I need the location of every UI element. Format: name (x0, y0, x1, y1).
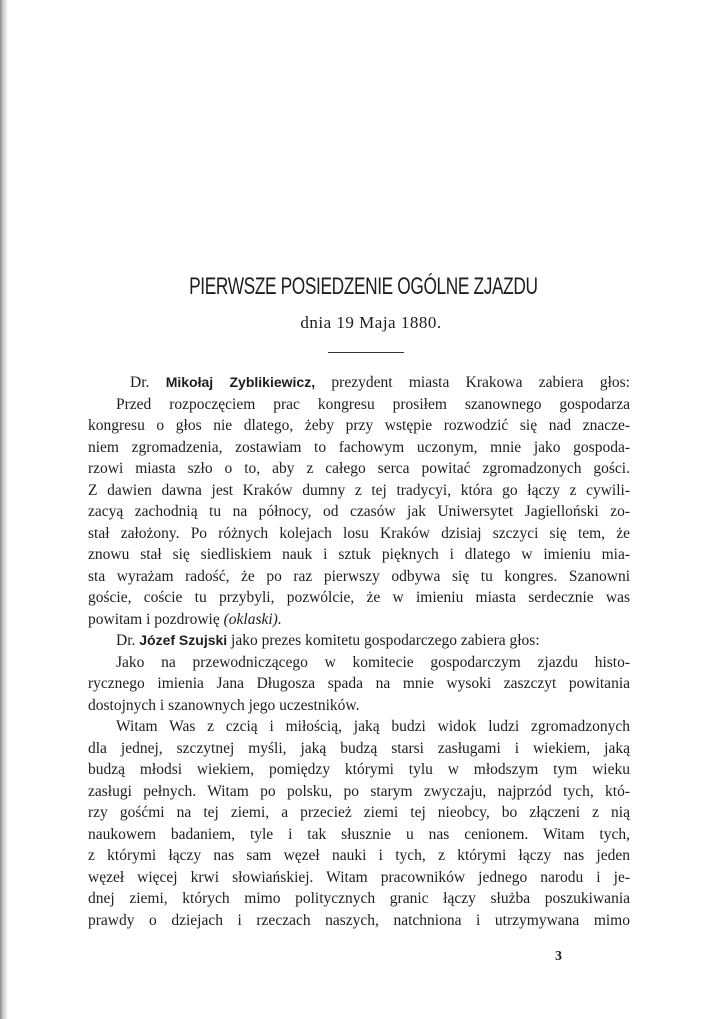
speaker-intro-text: jako prezes komitetu gospodarczego zabiera głos: (231, 632, 540, 649)
paragraph-line: kongresu o głos nie dlatego, żeby przy wstępie rozwodzić się nad znacze- (88, 417, 630, 434)
paragraph-line: Jako na przewodniczącego w komitecie gospodarczym zjazdu histo- (116, 653, 630, 671)
paragraph-line: budzą młodsi wiekiem, pomiędzy którymi tylu w młodszym tym wieku (88, 761, 630, 778)
section-title: PIERWSZE POSIEDZENIE OGÓLNE ZJAZDU (189, 273, 538, 300)
paragraph-line: Witam Was z czcią i miłością, jaką budzi widok ludzi zgromadzonych (116, 718, 630, 735)
speaker-intro-line (88, 372, 630, 394)
binding-edge (0, 0, 8, 1019)
speaker-name: Mikołaj Zyblikiewicz, (165, 374, 316, 390)
paragraph-last-text: powitam i pozdrowię (88, 610, 220, 628)
paragraph-line: naukowem badaniem, tyle i tak słusznie u nas cenionem. Witam tych, (88, 825, 630, 843)
paragraph-line (88, 609, 630, 631)
speaker-prefix: Dr. (130, 374, 150, 391)
paragraph-line: Z dawien dawna jest Kraków dumny z tej tradycyi, która go łączy z cywili- (88, 481, 630, 499)
paragraph-line: stał założony. Po różnych kolejach losu Kraków dzisiaj szczyci się tem, że (88, 524, 630, 542)
paragraph-line: goście, coście tu przybyli, pozwólcie, że w imieniu miasta serdecznie was (88, 589, 630, 606)
paragraph-line: Przed rozpoczęciem prac kongresu prosiłem szanownego gospodarza (116, 395, 630, 413)
paragraph-line: z którymi łączy nas sam węzeł nauki i tych, z którymi łączy nas jeden (88, 847, 630, 864)
paragraph-line: węzeł więcej krwi słowiańskiej. Witam pracowników jednego narodu i je- (88, 868, 630, 886)
paragraph-line: zacyą zachodnią tu na północy, od czasów jak Uniwersytet Jagielloński zo- (88, 503, 630, 520)
paragraph-line: dnej ziemi, których mimo politycznych granic łączy służba poszukiwania (88, 890, 630, 907)
paragraph-line: rycznego imienia Jana Długosza spada na mnie wysoki zaszczyt powitania (88, 675, 630, 692)
paragraph-line: dla jednej, szczytnej myśli, jaką budzą starsi zasługami i wiekiem, jaką (88, 739, 630, 757)
speaker-intro-line (88, 630, 630, 652)
paragraph-line: prawdy o dziejach i rzeczach naszych, natchniona i utrzymywana mimo (88, 911, 630, 929)
paragraph-line: dostojnych i szanownych jego uczestników. (88, 696, 360, 714)
title-divider (328, 352, 404, 353)
body-text (88, 372, 630, 931)
paragraph-line: rzowi miasta szło o to, aby z całego serca powitać zgromadzonych gości. (88, 460, 630, 477)
paragraph-line: rzy gośćmi na tej ziemi, a przecież ziemi tej nieobcy, bo złączeni z nią (88, 804, 630, 821)
paragraph-line: zasługi pełnych. Witam po polsku, po starym zwyczaju, najprzód tych, któ- (88, 782, 630, 800)
applause-note: (oklaski). (223, 610, 282, 628)
paragraph-line: niem zgromadzenia, zostawiam to fachowym uczonym, mnie jako gospoda- (88, 438, 630, 456)
speaker-prefix: Dr. (116, 632, 136, 649)
page-number: 3 (555, 949, 562, 964)
paragraph-line: sta wyrażam radość, że po raz pierwszy odbywa się tu kongres. Szanowni (88, 567, 630, 585)
paragraph-line: znowu stał się siedliskiem nauk i sztuk pięknych i dlatego w imieniu mia- (88, 546, 630, 563)
speaker-name: Józef Szujski (139, 632, 228, 648)
speaker-intro-text: prezydent miasta Krakowa zabiera głos: (331, 374, 630, 391)
session-date: dnia 19 Maja 1880. (300, 313, 442, 332)
